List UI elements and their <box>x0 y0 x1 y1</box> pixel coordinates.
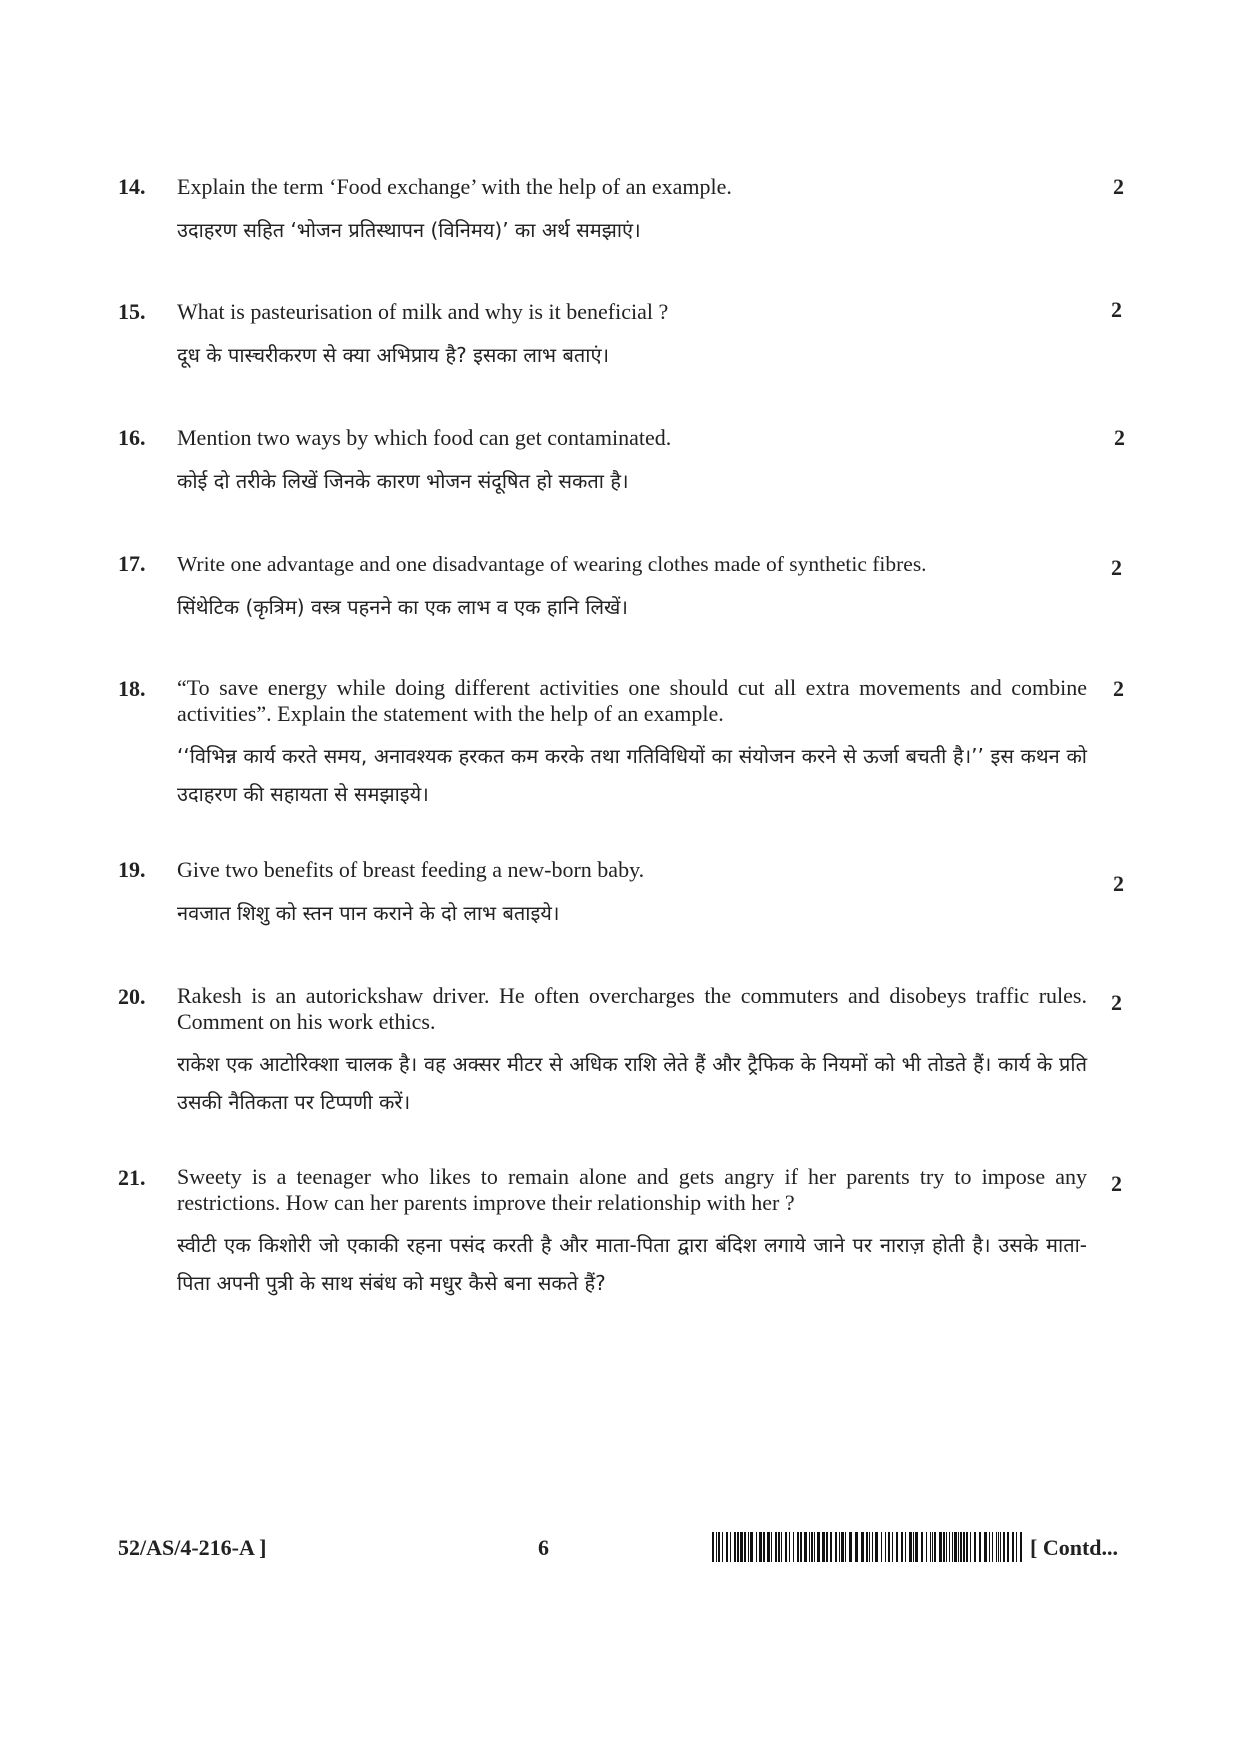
barcode-bar <box>901 1532 903 1562</box>
question-marks: 2 <box>1111 990 1122 1015</box>
barcode-bar <box>932 1532 933 1562</box>
question-marks: 2 <box>1113 871 1124 896</box>
question-marks: 2 <box>1111 297 1122 322</box>
question-text-hindi: नवजात शिशु को स्तन पान कराने के दो लाभ बताइये। <box>177 901 560 925</box>
barcode-bar <box>872 1532 873 1562</box>
barcode-bar <box>913 1532 914 1562</box>
barcode-bar <box>861 1532 864 1562</box>
barcode-bar <box>905 1532 906 1562</box>
paper-code: 52/AS/4-216-A ] <box>118 1535 267 1560</box>
barcode-bar <box>817 1532 820 1562</box>
barcode-bar <box>946 1532 947 1562</box>
barcode-bar <box>767 1532 770 1562</box>
barcode-bar <box>979 1532 981 1562</box>
barcode-bar <box>966 1532 968 1562</box>
barcode-bar <box>845 1532 846 1562</box>
question-text-hindi: उदाहरण सहित ‘भोजन प्रतिस्थापन (विनिमय)’ का अर्थ समझाएं। <box>177 218 641 242</box>
question-text-english: Write one advantage and one disadvantage of wearing clothes made of synthetic fibres. <box>177 552 927 576</box>
question-marks: 2 <box>1111 1171 1122 1196</box>
barcode-bar <box>718 1532 720 1562</box>
barcode-bar <box>998 1532 999 1562</box>
barcode-bar <box>781 1532 782 1562</box>
barcode-bar <box>826 1532 828 1562</box>
question-number: 20. <box>118 984 146 1009</box>
contd-label: [ Contd... <box>1030 1535 1119 1560</box>
barcode-bar <box>849 1532 852 1562</box>
question-number: 21. <box>118 1165 146 1190</box>
barcode-bar <box>763 1532 765 1562</box>
barcode-bar <box>934 1532 936 1562</box>
barcode-bar <box>888 1532 890 1562</box>
barcode-bar <box>881 1532 882 1562</box>
barcode-bar <box>839 1532 840 1562</box>
barcode-bar <box>915 1532 918 1562</box>
barcode-bar <box>797 1532 799 1562</box>
question-text-hindi: स्वीटी एक किशोरी जो एकाकी रहना पसंद करती है और माता-पिता द्वारा बंदिश लगाये जाने पर नाराज़ होती है। उसके माता-पिता अपनी पुत्री के साथ संबंध को मधुर कैसे बना सकते हैं? <box>177 1233 1087 1295</box>
question-number: 19. <box>118 857 146 882</box>
barcode-bar <box>885 1532 886 1562</box>
barcode-bar <box>958 1532 959 1562</box>
barcode-bar <box>759 1532 762 1562</box>
barcode-bar <box>952 1532 953 1562</box>
barcode-bar <box>989 1532 990 1562</box>
barcode-bar <box>737 1532 739 1562</box>
barcode-bar <box>930 1532 931 1562</box>
barcode-bar <box>855 1532 858 1562</box>
question-number: 14. <box>118 174 146 199</box>
page-footer <box>118 1532 1128 1568</box>
question-marks: 2 <box>1113 676 1124 701</box>
barcode-bar <box>756 1532 757 1562</box>
barcode-bar <box>814 1532 815 1562</box>
barcode-bar <box>963 1532 965 1562</box>
barcode-bar <box>1016 1532 1017 1562</box>
barcode-bar <box>811 1532 813 1562</box>
barcode-bar <box>778 1532 780 1562</box>
barcode-bar <box>726 1532 728 1562</box>
barcode-bar <box>869 1532 870 1562</box>
question-marks: 2 <box>1113 174 1124 199</box>
question-number: 15. <box>118 299 146 324</box>
barcode-bar <box>744 1532 746 1562</box>
question-text-english: Mention two ways by which food can get contaminated. <box>177 425 672 450</box>
barcode-bar <box>875 1532 878 1562</box>
question-text-hindi: दूध के पास्चरीकरण से क्या अभिप्राय है? इसका लाभ बताएं। <box>177 343 610 367</box>
question-text-hindi: राकेश एक आटोरिक्शा चालक है। वह अक्सर मीटर से अधिक राशि लेते हैं और ट्रैफिक के नियमों को भी तोडते हैं। कार्य के प्रति उसकी नैतिकता पर टिप्पणी करें। <box>177 1052 1087 1114</box>
question-text-english: Sweety is a teenager who likes to remain alone and gets angry if her parents try to impose any restrictions. How can her parents improve their relationship with her ? <box>177 1164 1087 1215</box>
barcode-bar <box>954 1532 957 1562</box>
barcode-icon <box>712 1532 1024 1562</box>
barcode-bar <box>800 1532 802 1562</box>
barcode-bar <box>996 1532 997 1562</box>
barcode-bar <box>830 1532 832 1562</box>
barcode-bar <box>789 1532 790 1562</box>
barcode-bar <box>1020 1532 1022 1562</box>
barcode-bar <box>970 1532 971 1562</box>
question-marks: 2 <box>1114 425 1125 450</box>
question-number: 17. <box>118 551 146 576</box>
barcode-bar <box>1012 1532 1014 1562</box>
barcode-bar <box>921 1532 923 1562</box>
question-text-english: Explain the term ‘Food exchange’ with the help of an example. <box>177 174 732 199</box>
question-text-hindi: ‘‘विभिन्न कार्य करते समय, अनावश्यक हरकत कम करके तथा गतिविधियों का संयोजन करने से ऊर्जा बचती है।’’ इस कथन को उदाहरण की सहायता से समझाइये। <box>177 744 1087 806</box>
barcode-bar <box>740 1532 743 1562</box>
barcode-bar <box>793 1532 794 1562</box>
barcode-bar <box>909 1532 912 1562</box>
barcode-bar <box>984 1532 987 1562</box>
barcode-bar <box>974 1532 976 1562</box>
question-text-english: What is pasteurisation of milk and why is it beneficial ? <box>177 299 669 324</box>
barcode-bar <box>722 1532 723 1562</box>
barcode-bar <box>716 1532 717 1562</box>
barcode-bar <box>1003 1532 1005 1562</box>
question-text-hindi: सिंथेटिक (कृत्रिम) वस्त्र पहनने का एक लाभ व एक हानि लिखें। <box>177 595 628 619</box>
barcode-bar <box>712 1532 714 1562</box>
barcode-bar <box>804 1532 807 1562</box>
barcode-bar <box>785 1532 787 1562</box>
barcode-bar <box>939 1532 942 1562</box>
barcode-bar <box>771 1532 772 1562</box>
question-marks: 2 <box>1111 555 1122 580</box>
barcode-bar <box>926 1532 927 1562</box>
question-text-hindi: कोई दो तरीके लिखें जिनके कारण भोजन संदूषित हो सकता है। <box>177 469 629 493</box>
barcode-bar <box>730 1532 731 1562</box>
barcode-bar <box>775 1532 777 1562</box>
barcode-bar <box>750 1532 753 1562</box>
barcode-bar <box>822 1532 825 1562</box>
barcode-bar <box>841 1532 844 1562</box>
question-text-english: “To save energy while doing different activities one should cut all extra movements and combine activities”. Explain the statement with the help of an example. <box>177 675 1087 726</box>
question-text-english: Rakesh is an autorickshaw driver. He often overcharges the commuters and disobeys traffic rules. Comment on his work ethics. <box>177 983 1087 1034</box>
barcode-bar <box>809 1532 810 1562</box>
question-text-english: Give two benefits of breast feeding a new-born baby. <box>177 857 645 882</box>
barcode-bar <box>943 1532 945 1562</box>
barcode-bar <box>734 1532 736 1562</box>
barcode-bar <box>866 1532 868 1562</box>
question-number: 16. <box>118 425 146 450</box>
barcode-bar <box>992 1532 993 1562</box>
barcode-bar <box>896 1532 898 1562</box>
barcode-bar <box>748 1532 749 1562</box>
page-number: 6 <box>538 1535 549 1560</box>
question-number: 18. <box>118 676 146 701</box>
barcode-bar <box>835 1532 837 1562</box>
barcode-bar <box>960 1532 962 1562</box>
barcode-bar <box>949 1532 950 1562</box>
barcode-bar <box>1000 1532 1001 1562</box>
barcode-bar <box>1007 1532 1009 1562</box>
barcode-bar <box>892 1532 893 1562</box>
